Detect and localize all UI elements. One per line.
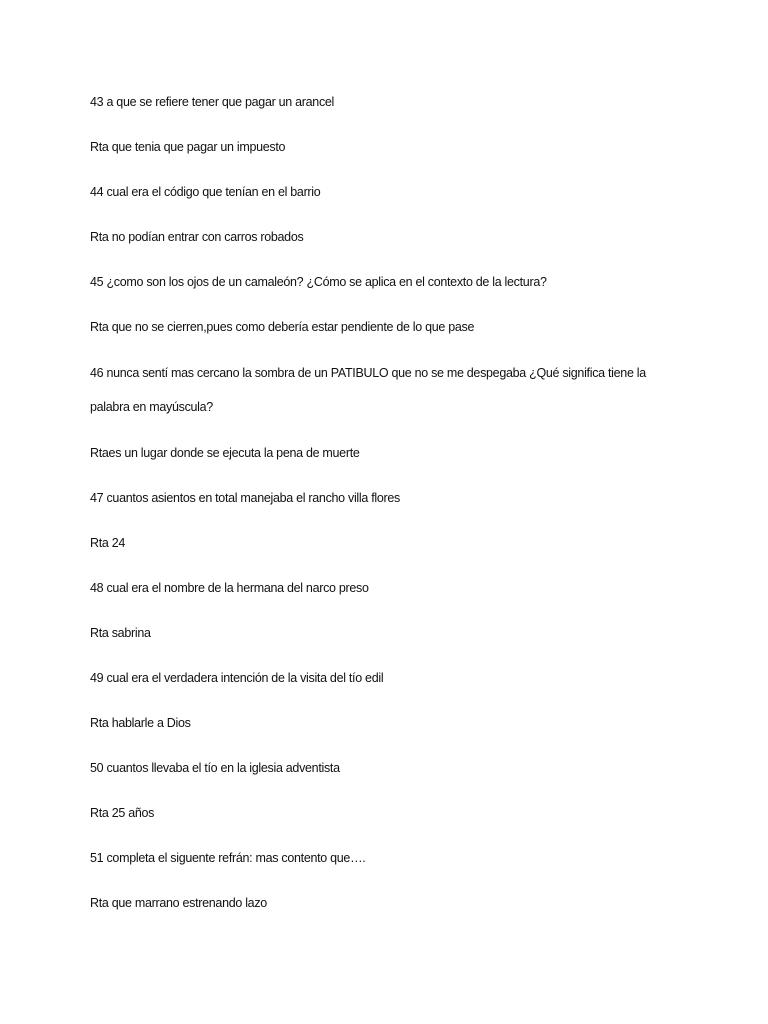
answer-50: Rta 25 años: [90, 806, 155, 820]
question-46-cont: palabra en mayúscula?: [90, 400, 213, 414]
question-51: 51 completa el siguente refrán: mas contento que….: [90, 851, 366, 865]
answer-48: Rta sabrina: [90, 626, 151, 640]
question-45: 45 ¿como son los ojos de un camaleón? ¿Cómo se aplica en el contexto de la lectura?: [90, 275, 547, 289]
answer-51: Rta que marrano estrenando lazo: [90, 896, 267, 910]
question-50: 50 cuantos llevaba el tío en la iglesia adventista: [90, 761, 340, 775]
answer-44: Rta no podían entrar con carros robados: [90, 230, 304, 244]
answer-43: Rta que tenia que pagar un impuesto: [90, 140, 286, 154]
question-43: 43 a que se refiere tener que pagar un arancel: [90, 95, 335, 109]
question-44: 44 cual era el código que tenían en el barrio: [90, 185, 321, 199]
answer-45: Rta que no se cierren,pues como debería estar pendiente de lo que pase: [90, 320, 475, 334]
question-48: 48 cual era el nombre de la hermana del narco preso: [90, 581, 369, 595]
question-47: 47 cuantos asientos en total manejaba el rancho villa flores: [90, 491, 400, 505]
answer-49: Rta hablarle a Dios: [90, 716, 191, 730]
question-49: 49 cual era el verdadera intención de la visita del tío edil: [90, 671, 384, 685]
question-46: 46 nunca sentí mas cercano la sombra de un PATIBULO que no se me despegaba ¿Qué significa tiene la: [90, 366, 646, 380]
answer-47: Rta 24: [90, 536, 126, 550]
answer-46: Rtaes un lugar donde se ejecuta la pena de muerte: [90, 446, 360, 460]
